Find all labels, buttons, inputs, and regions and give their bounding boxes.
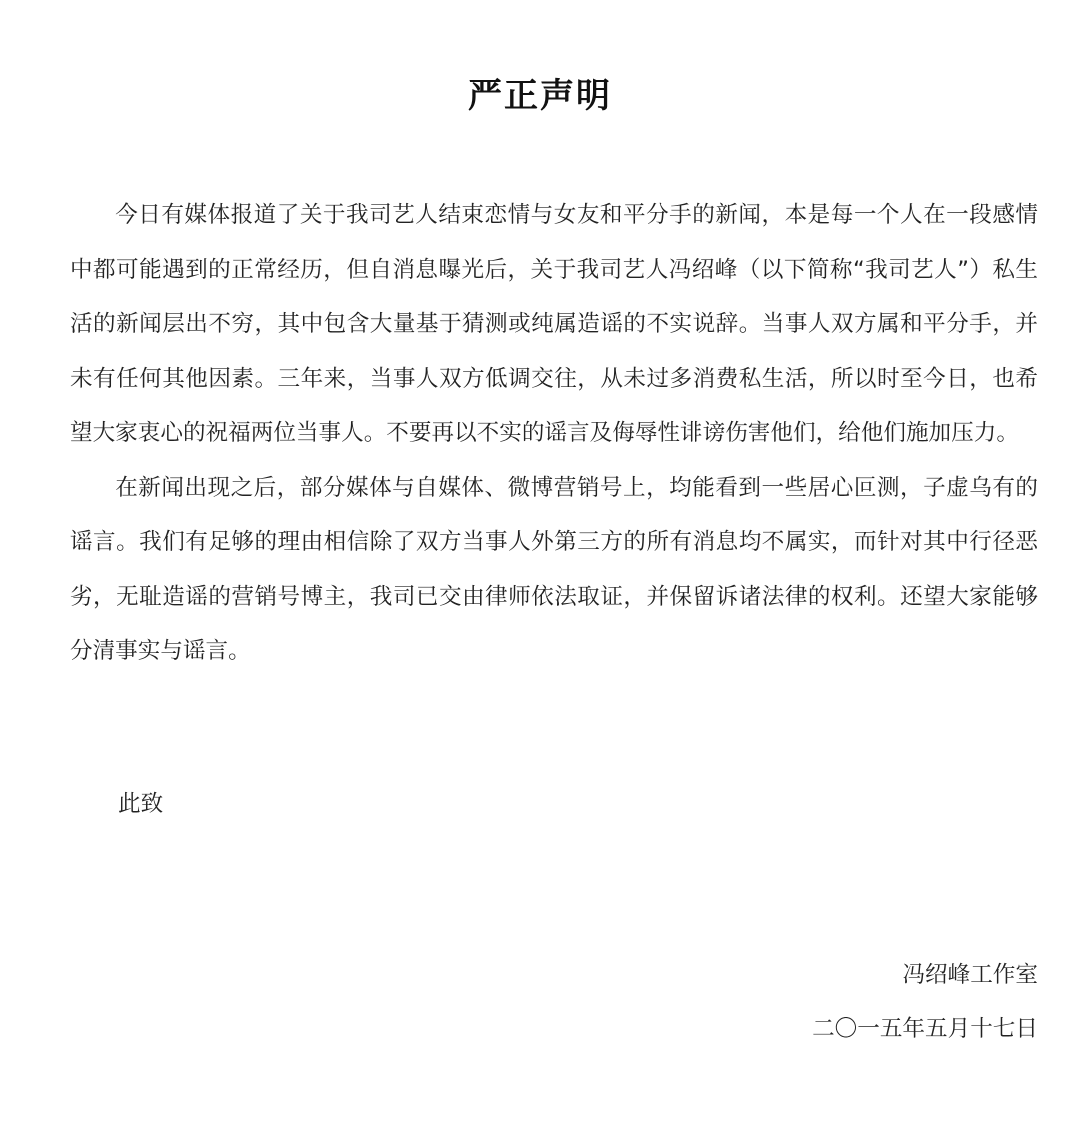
closing-salutation: 此致	[118, 791, 164, 817]
statement-body	[70, 188, 1038, 679]
paragraph-2: 在新闻出现之后，部分媒体与自媒体、微博营销号上，均能看到一些居心叵测，子虚乌有的谣言。我们有足够的理由相信除了双方当事人外第三方的所有消息均不属实，而针对其中行径恶劣，无耻造谣的营销号博主，我司已交由律师依法取证，并保留诉诸法律的权利。还望大家能够分清事实与谣言。	[70, 474, 1038, 664]
signature-organization: 冯绍峰工作室	[902, 962, 1038, 988]
page-title: 严正声明	[468, 76, 612, 116]
signature-block	[812, 948, 1038, 1056]
paragraph-1: 今日有媒体报道了关于我司艺人结束恋情与女友和平分手的新闻，本是每一个人在一段感情中都可能遇到的正常经历，但自消息曝光后，关于我司艺人冯绍峰（以下简称“我司艺人”）私生活的新闻层出不穷，其中包含大量基于猜测或纯属造谣的不实说辞。当事人双方属和平分手，并未有任何其他因素。三年来，当事人双方低调交往，从未过多消费私生活，所以时至今日，也希望大家衷心的祝福两位当事人。不要再以不实的谣言及侮辱性诽谤伤害他们，给他们施加压力。	[70, 202, 1038, 446]
signature-date: 二〇一五年五月十七日	[812, 1016, 1038, 1042]
